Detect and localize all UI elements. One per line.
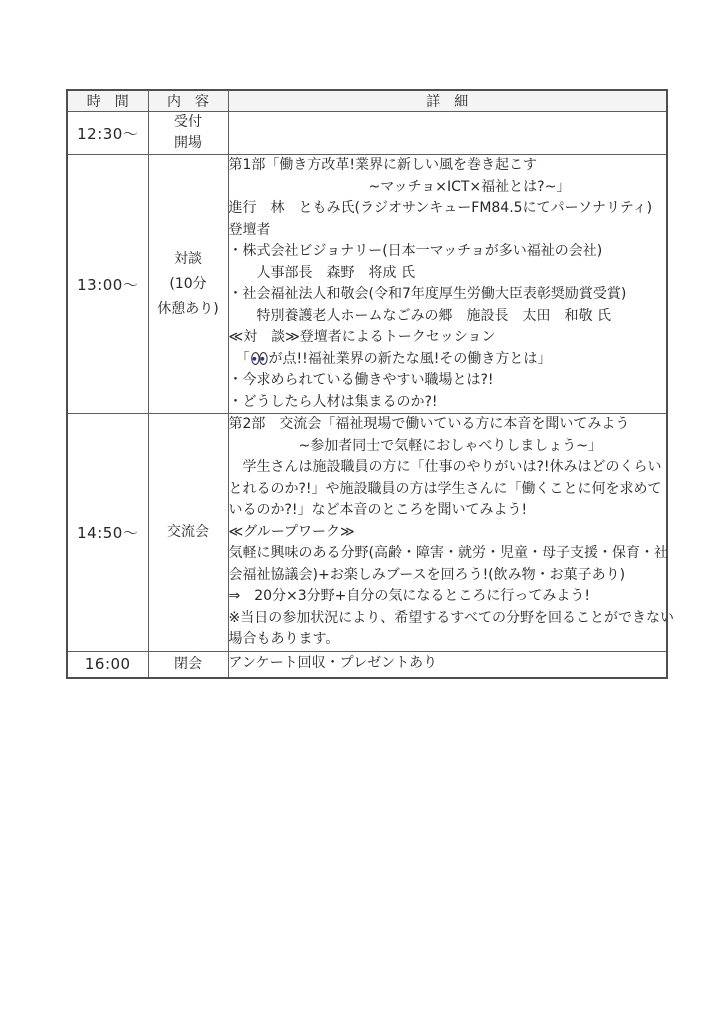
detail-line: アンケート回収・プレゼントあり <box>228 655 438 672</box>
detail-line: 第2部 交流会「福祉現場で働いている方に本音を聞いてみよう <box>228 416 630 432</box>
header-row <box>67 90 667 112</box>
detail-line <box>229 349 667 371</box>
content-cell <box>148 112 228 155</box>
detail-line: ⇒ 20分×3分野+自分の気になるところに行ってみよう! <box>228 588 591 604</box>
detail-line: とれるのか?!」や施設職員の方は学生さんに「働くことに何を求めて <box>228 480 662 497</box>
detail-cell <box>228 414 674 652</box>
content-cell <box>148 155 228 414</box>
content-line: (10分 <box>169 275 207 292</box>
schedule-row <box>67 112 667 155</box>
detail-line: 第1部「働き方改革!業界に新しい風を巻き起こす <box>228 157 538 173</box>
detail-line: 気軽に興味のある分野(高齢・障害・就労・児童・母子支援・保育・社 <box>228 545 668 561</box>
detail-line: ≪グループワーク≫ <box>228 523 355 540</box>
detail-line-text: 「 <box>228 350 250 367</box>
content-line: 受付 <box>174 114 202 130</box>
detail-line: ・どうしたら人材は集まるのか?! <box>228 393 438 410</box>
header-time: 時 間 <box>67 90 148 112</box>
detail-line: ~マッチョ×ICT×福祉とは?~」 <box>228 178 571 195</box>
detail-line: 進行 林 ともみ氏(ラジオサンキューFM84.5にてパーソナリティ) <box>228 200 653 216</box>
time-cell: 13:00～ <box>67 155 148 414</box>
content-line: 対談 <box>174 250 202 267</box>
time-cell: 14:50～ <box>67 414 148 652</box>
detail-line: 人事部長 森野 将成 氏 <box>228 264 415 281</box>
detail-line: ≪対 談≫登壇者によるトークセッション <box>228 329 496 345</box>
schedule-row <box>67 155 667 414</box>
detail-line: ・今求められている働きやすい職場とは?! <box>228 372 494 388</box>
schedule-table <box>66 89 674 679</box>
detail-line: 特別養護老人ホームなごみの郷 施設長 太田 和敬 氏 <box>228 307 611 324</box>
schedule-row <box>67 414 667 652</box>
detail-cell <box>228 651 667 678</box>
content-cell <box>148 414 228 652</box>
content-line: 閉会 <box>174 655 202 672</box>
detail-line: いるのか?!」など本音のところを聞いてみよう! <box>228 502 528 518</box>
detail-line-text: が点!!福祉業界の新たな風!その働き方とは」 <box>268 350 552 367</box>
time-cell: 12:30～ <box>67 112 148 155</box>
detail-line: ※当日の参加状況により、希望するすべての分野を回ることができない <box>228 609 674 626</box>
content-line: 開場 <box>174 135 202 151</box>
time-cell: 16:00 <box>67 651 148 678</box>
detail-line: 登壇者 <box>228 221 271 238</box>
content-line: 交流会 <box>167 523 209 540</box>
schedule-body <box>67 112 674 678</box>
header-detail: 詳 細 <box>228 90 667 112</box>
schedule-row <box>67 651 667 678</box>
detail-line: 学生さんは施設職員の方に「仕事のやりがいは?!休みはどのくらい <box>228 459 662 475</box>
detail-cell <box>228 112 667 155</box>
detail-cell <box>228 155 667 414</box>
detail-line: 場合もあります。 <box>228 631 340 647</box>
content-cell <box>148 651 228 678</box>
header-content: 内 容 <box>148 90 228 112</box>
detail-line: 会福祉協議会)+お楽しみブースを回ろう!(飲み物・お菓子あり) <box>228 566 626 583</box>
eyes-icon <box>251 352 268 365</box>
detail-line: ~参加者同士で気軽におしゃべりしましょう~」 <box>228 437 602 454</box>
detail-line: ・株式会社ビジョナリー(日本一マッチョが多い福祉の会社) <box>228 243 603 259</box>
detail-line: ・社会福祉法人和敬会(令和7年度厚生労働大臣表彰奨励賞受賞) <box>228 286 627 302</box>
content-line: 休憩あり) <box>157 300 219 317</box>
